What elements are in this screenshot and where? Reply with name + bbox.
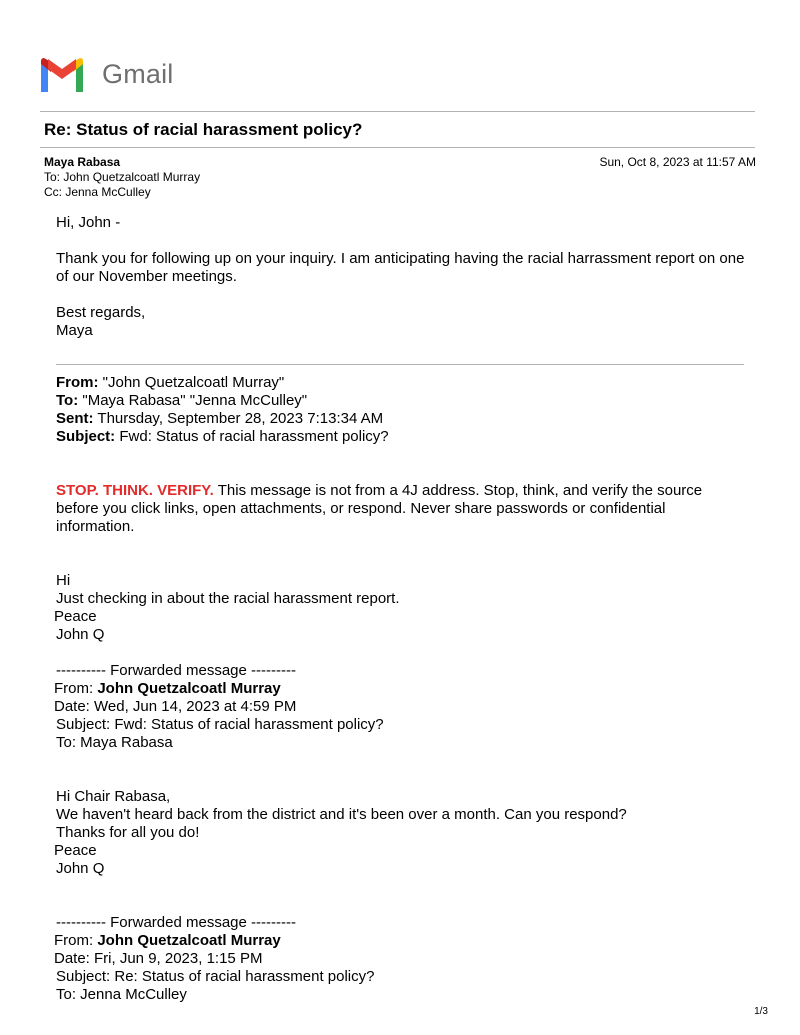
header-divider [40,111,755,112]
sent-value: Thursday, September 28, 2023 7:13:34 AM [97,410,384,427]
quoted-subject [56,428,746,446]
external-warning [56,482,746,536]
reply-text: Thank you for following up on your inquiry. I am anticipating having the racial harrassment report on one of our November meetings. [56,250,745,285]
to-label: To: [56,392,79,409]
forward2-date: Date: Fri, Jun 9, 2023, 1:15 PM [54,950,263,967]
quoted-to [56,392,746,410]
subject-divider [40,147,755,148]
msg1-line2: Just checking in about the racial harassment report. [56,590,400,607]
forward1-from [54,680,746,698]
cc-line: Cc: Jenna McCulley [44,185,151,199]
gmail-logo [38,52,174,96]
fwd2-from-value: John Quetzalcoatl Murray [97,932,281,949]
fwd1-from-label: From: [54,680,94,697]
gmail-m-icon [38,55,86,93]
forward2-from [54,932,746,950]
from-label: From: [56,374,99,391]
sender-name: Maya Rabasa [44,155,121,169]
msg1-line4: John Q [56,626,105,643]
msg1-line1: Hi [56,572,71,589]
reply-signature: Maya [56,322,93,339]
warning-label: STOP. THINK. VERIFY. [56,482,214,499]
msg2-line4: Peace [54,842,97,859]
forward1-date: Date: Wed, Jun 14, 2023 at 4:59 PM [54,698,297,715]
email-date: Sun, Oct 8, 2023 at 11:57 AM [599,155,756,169]
from-value: "John Quetzalcoatl Murray" [102,374,285,391]
subject-label: Subject: [56,428,116,445]
forward2-subject: Subject: Re: Status of racial harassment policy? [56,968,375,985]
to-line: To: John Quetzalcoatl Murray [44,170,201,184]
app-name: Gmail [102,58,174,89]
page-number: 1/3 [754,1006,768,1017]
fwd1-from-value: John Quetzalcoatl Murray [97,680,281,697]
msg2-line3: Thanks for all you do! [56,824,200,841]
reply-greeting: Hi, John - [56,214,121,231]
email-meta [44,155,200,200]
msg1-line3: Peace [54,608,97,625]
forward2-to: To: Jenna McCulley [56,986,187,1003]
quote-divider [56,364,744,365]
forward2-divider: ---------- Forwarded message --------- [56,914,296,931]
forward1-divider: ---------- Forwarded message --------- [56,662,296,679]
msg2-line2: We haven't heard back from the district and it's been over a month. Can you respond? [56,806,627,823]
subject-value: Fwd: Status of racial harassment policy? [119,428,389,445]
to-value: "Maya Rabasa" "Jenna McCulley" [82,392,308,409]
forward1-subject: Subject: Fwd: Status of racial harassment policy? [56,716,384,733]
forward1-to: To: Maya Rabasa [56,734,173,751]
email-subject: Re: Status of racial harassment policy? [44,120,363,139]
email-body [56,214,746,340]
msg2-line5: John Q [56,860,105,877]
fwd2-from-label: From: [54,932,94,949]
sent-label: Sent: [56,410,94,427]
quoted-from [56,374,746,392]
warning-text: This message is not from a 4J address. Stop, think, and verify the source before you click links, open attachments, or respond. Never share passwords or confidential information. [56,482,703,535]
quoted-message [56,374,746,1004]
quoted-sent [56,410,746,428]
msg2-line1: Hi Chair Rabasa, [56,788,171,805]
reply-signoff: Best regards, [56,304,146,321]
